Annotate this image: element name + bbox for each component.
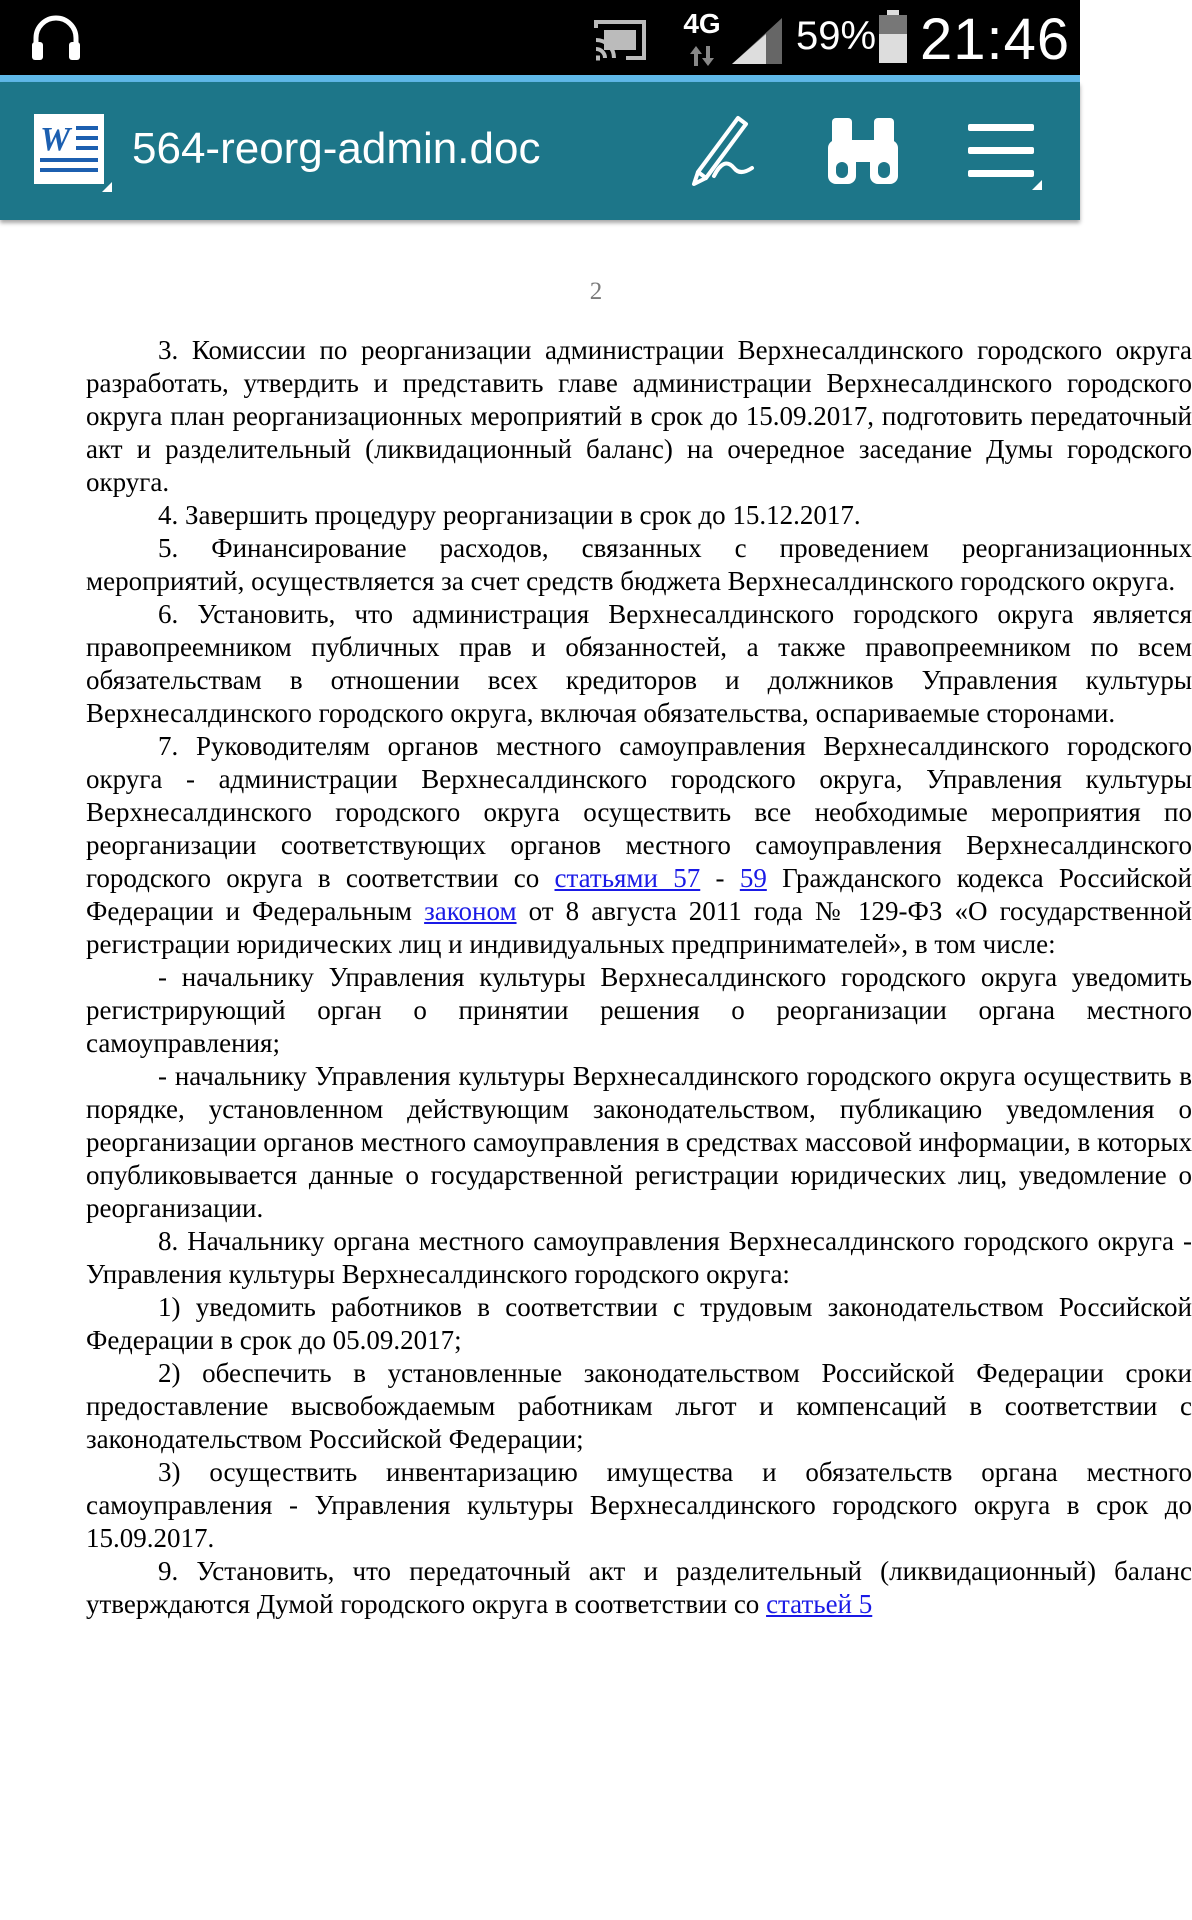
svg-text:W: W [40,121,71,158]
paragraph-8-item-1: 1) уведомить работников в соответствии с трудовым законодательством Российской Федерации в срок до 05.09.2017; [86,1292,1192,1355]
paragraph-7-text-c: Гражданского кодекса Российской Федерации и Федеральным [86,863,1192,926]
link-article-59[interactable]: 59 [739,863,767,893]
battery-percent: 59% [796,14,877,58]
paragraph-4: 4. Завершить процедуру реорганизации в срок до 15.12.2017. [158,500,861,530]
paragraph-8-item-3: 3) осуществить инвентаризацию имущества и обязательств органа местного самоуправления - Управления культуры Верхнесалдинского городского округа в срок до 15.09.2017. [86,1457,1192,1553]
word-doc-icon[interactable] [30,112,112,194]
paragraph-3: 3. Комиссии по реорганизации администрации Верхнесалдинского городского округа разработать, утвердить и представить главе администрации Верхнесалдинского городского округа план реорганизационных мероприятий в срок до 15.09.2017, подготовить передаточный акт и разделительный (ликвидационный баланс) на очередное заседание Думы городского округа. [86,335,1192,497]
hamburger-menu-icon[interactable] [962,110,1044,192]
network-type: 4G [683,8,721,39]
link-articles-57[interactable]: статьями 57 [554,863,701,893]
document-title: 564-reorg-admin.doc [132,124,541,173]
paragraph-7-text-b: - [700,863,740,893]
network-arrows-icon [682,44,722,68]
paragraph-7-item-1: - начальнику Управления культуры Верхнесалдинского городского округа уведомить регистрирующий орган о принятии решения о реорганизации органа местного самоуправления; [86,962,1192,1058]
headphones-icon [30,14,82,62]
paragraph-8-item-2: 2) обеспечить в установленные законодательством Российской Федерации сроки предоставление высвобождаемым работникам льгот и компенсаций в соответствии с законодательством Российской Федерации; [86,1358,1192,1454]
paragraph-7-text-a: 7. Руководителям органов местного самоуправления Верхнесалдинского городского округа - администрации Верхнесалдинского городского округа, Управления культуры Верхнесалдинского городского округа осуществить все необходимые мероприятия по реорганизации соответствующих органов местного самоуправления Верхнесалдинского городского округа в соответствии со [86,731,1192,893]
link-federal-law[interactable]: законом [424,896,517,926]
network-indicator [672,8,732,68]
paragraph-5: 5. Финансирование расходов, связанных с проведением реорганизационных мероприятий, осуществляется за счет средств бюджета Верхнесалдинского городского округа. [86,533,1192,596]
signal-icon [730,16,784,66]
document-text [86,334,1192,1621]
cast-icon [592,16,648,62]
paragraph-7-text-d: от 8 августа 2011 года № 129-ФЗ «О государственной регистрации юридических лиц и индивидуальных предпринимателей», в том числе: [86,896,1192,959]
battery-icon [878,10,908,64]
paragraph-9 [86,1555,1192,1621]
binoculars-icon[interactable] [822,110,904,192]
paragraph-7-item-2: - начальнику Управления культуры Верхнесалдинского городского округа осуществить в порядке, установленном действующим законодательством, публикацию уведомления о реорганизации органов местного самоуправления в средствах массовой информации, в которых опубликовывается данные о государственной регистрации юридических лиц, уведомление о реорганизации. [86,1061,1192,1223]
paragraph-7 [86,730,1192,961]
app-toolbar [0,82,1080,220]
link-article-5[interactable]: статьей 5 [766,1589,873,1619]
paragraph-9-text: 9. Установить, что передаточный акт и разделительный (ликвидационный) баланс утверждаются Думой городского округа в соответствии со [86,1556,1192,1619]
page-number: 2 [589,278,603,305]
status-bar [0,0,1080,75]
paragraph-8: 8. Начальнику органа местного самоуправления Верхнесалдинского городского округа - Управления культуры Верхнесалдинского городского округа: [86,1226,1192,1289]
document-viewport[interactable] [0,220,1192,1920]
paragraph-6: 6. Установить, что администрация Верхнесалдинского городского округа является правопреемником публичных прав и обязанностей, а также правопреемником по всем обязательствам в отношении всех кредиторов и должников Управления культуры Верхнесалдинского городского округа, включая обязательства, оспариваемые сторонами. [86,599,1192,728]
pen-edit-icon[interactable] [680,110,762,192]
status-divider [0,75,1080,82]
clock: 21:46 [920,7,1071,72]
